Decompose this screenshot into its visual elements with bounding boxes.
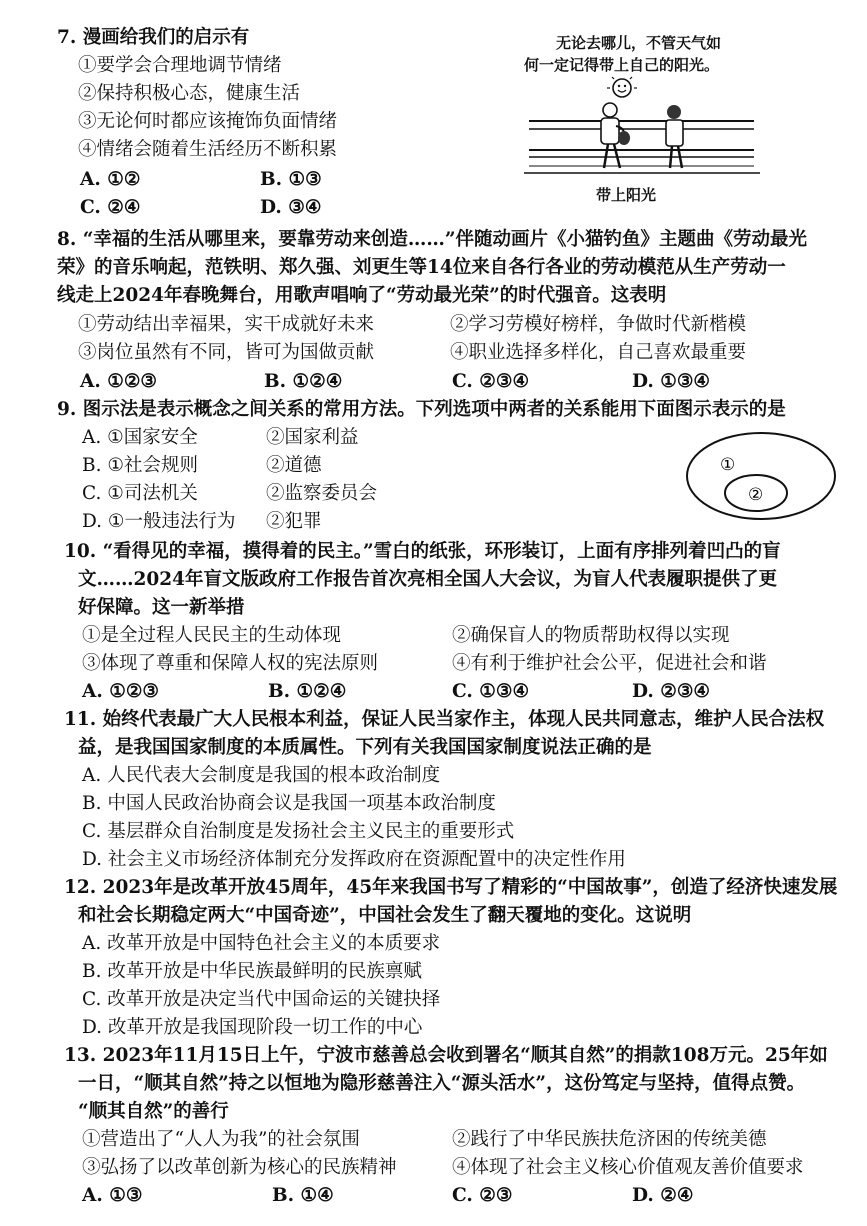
q12-stem-line-1: 12. 2023年是改革开放45周年，45年来我国书写了精彩的“中国故事”，创造了经济快速发展	[64, 877, 838, 898]
q7-stem: 7. 漫画给我们的启示有	[57, 27, 250, 48]
q12-option-a: A. 改革开放是中国特色社会主义的本质要求	[82, 933, 441, 954]
q7-choice-c: C. ②④	[80, 197, 141, 218]
q8-stem-line-3: 线走上2024年春晚舞台，用歌声唱响了“劳动最光荣”的时代强音。这表明	[57, 285, 667, 306]
q9-outer-label: ①	[720, 455, 736, 475]
cartoon-text-line-1: 无论去哪儿，不管天气如	[556, 34, 722, 52]
q9-inner-label: ②	[748, 485, 764, 505]
q11-option-d: D. 社会主义市场经济体制充分发挥政府在资源配置中的决定性作用	[82, 849, 626, 870]
q13-choice-b: B. ①④	[272, 1185, 334, 1206]
q10-choice-c: C. ①③④	[452, 681, 530, 702]
q13-choice-c: C. ②③	[452, 1185, 513, 1206]
q9-option-b-2: ②道德	[266, 455, 322, 476]
q11-option-a: A. 人民代表大会制度是我国的根本政治制度	[82, 765, 441, 786]
q12-option-d: D. 改革开放是我国现阶段一切工作的中心	[82, 1017, 423, 1038]
q8-statement-4: ④职业选择多样化，自己喜欢最重要	[450, 342, 747, 363]
q13-statement-2: ②践行了中华民族扶危济困的传统美德	[452, 1129, 767, 1150]
q8-choice-a: A. ①②③	[80, 371, 157, 392]
q10-stem-line-3: 好保障。这一新举措	[78, 597, 245, 618]
q10-statement-4: ④有利于维护社会公平，促进社会和谐	[452, 653, 767, 674]
q10-choice-a: A. ①②③	[82, 681, 159, 702]
q10-stem-line-1: 10. “看得见的幸福，摸得着的民主。”雪白的纸张，环形装订，上面有序排列着凹凸的盲	[64, 541, 781, 562]
q7-statement-4: ④情绪会随着生活经历不断积累	[78, 139, 338, 160]
q12-option-c: C. 改革开放是决定当代中国命运的关键抉择	[82, 989, 441, 1010]
q9-option-b-1: B. ①社会规则	[82, 455, 198, 476]
q7-choice-b: B. ①③	[260, 169, 322, 190]
q9-option-a-1: A. ①国家安全	[82, 427, 198, 448]
q13-stem-line-3: “顺其自然”的善行	[78, 1101, 229, 1122]
q11-stem-line-1: 11. 始终代表最广大人民根本利益，保证人民当家作主，体现人民共同意志，维护人民合法权	[64, 709, 825, 730]
cartoon-caption: 带上阳光	[596, 186, 657, 204]
q13-stem-line-1: 13. 2023年11月15日上午，宁波市慈善总会收到署名“顺其自然”的捐款108万元。25年如	[64, 1045, 828, 1066]
q13-choice-a: A. ①③	[82, 1185, 143, 1206]
q12-stem-line-2: 和社会长期稳定两大“中国奇迹”，中国社会发生了翻天覆地的变化。这说明	[78, 905, 692, 926]
q13-stem-line-2: 一日，“顺其自然”持之以恒地为隐形慈善注入“源头活水”，这份笃定与坚持，值得点赞。	[78, 1073, 806, 1094]
q8-stem-line-2: 荣》的音乐响起，范铁明、郑久强、刘更生等14位来自各行各业的劳动模范从生产劳动一	[57, 257, 786, 278]
q10-statement-3: ③体现了尊重和保障人权的宪法原则	[82, 653, 379, 674]
q7-statement-3: ③无论何时都应该掩饰负面情绪	[78, 111, 338, 132]
q11-option-c: C. 基层群众自治制度是发扬社会主义民主的重要形式	[82, 821, 515, 842]
q9-option-c-2: ②监察委员会	[266, 483, 378, 504]
q10-choice-d: D. ②③④	[632, 681, 711, 702]
q8-choice-b: B. ①②④	[264, 371, 343, 392]
q7-statement-1: ①要学会合理地调节情绪	[78, 55, 282, 76]
q8-statement-1: ①劳动结出幸福果，实干成就好未来	[78, 314, 375, 335]
q9-option-d-1: D. ①一般违法行为	[82, 511, 236, 532]
q10-choice-b: B. ①②④	[268, 681, 347, 702]
q13-choice-d: D. ②④	[632, 1185, 694, 1206]
q10-statement-2: ②确保盲人的物质帮助权得以实现	[452, 625, 730, 646]
q9-stem: 9. 图示法是表示概念之间关系的常用方法。下列选项中两者的关系能用下面图示表示的是	[57, 399, 786, 420]
q13-statement-4: ④体现了社会主义核心价值观友善价值要求	[452, 1157, 804, 1178]
q8-stem-line-1: 8. “幸福的生活从哪里来，要靠劳动来创造……”伴随动画片《小猫钓鱼》主题曲《劳动最光	[57, 229, 808, 250]
q8-choice-c: C. ②③④	[452, 371, 530, 392]
cartoon-text-line-2: 何一定记得带上自己的阳光。	[524, 56, 720, 74]
q9-option-a-2: ②国家利益	[266, 427, 359, 448]
q13-statement-3: ③弘扬了以改革创新为核心的民族精神	[82, 1157, 397, 1178]
q10-stem-line-2: 文……2024年盲文版政府工作报告首次亮相全国人大会议，为盲人代表履职提供了更	[78, 569, 777, 590]
q12-option-b: B. 改革开放是中华民族最鲜明的民族禀赋	[82, 961, 422, 982]
q8-statement-2: ②学习劳模好榜样，争做时代新楷模	[450, 314, 747, 335]
q13-statement-1: ①营造出了“人人为我”的社会氛围	[82, 1129, 360, 1150]
q7-choice-d: D. ③④	[260, 197, 322, 218]
q9-option-c-1: C. ①司法机关	[82, 483, 198, 504]
q11-option-b: B. 中国人民政治协商会议是我国一项基本政治制度	[82, 793, 496, 814]
q9-venn-diagram	[684, 430, 838, 522]
q10-statement-1: ①是全过程人民民主的生动体现	[82, 625, 342, 646]
q8-statement-3: ③岗位虽然有不同，皆可为国做贡献	[78, 342, 375, 363]
q8-choice-d: D. ①③④	[632, 371, 711, 392]
q7-choice-a: A. ①②	[80, 169, 141, 190]
q9-option-d-2: ②犯罪	[266, 511, 322, 532]
q11-stem-line-2: 益，是我国国家制度的本质属性。下列有关我国国家制度说法正确的是	[78, 737, 652, 758]
q7-statement-2: ②保持积极心态，健康生活	[78, 83, 301, 104]
cartoon-image	[524, 76, 760, 180]
